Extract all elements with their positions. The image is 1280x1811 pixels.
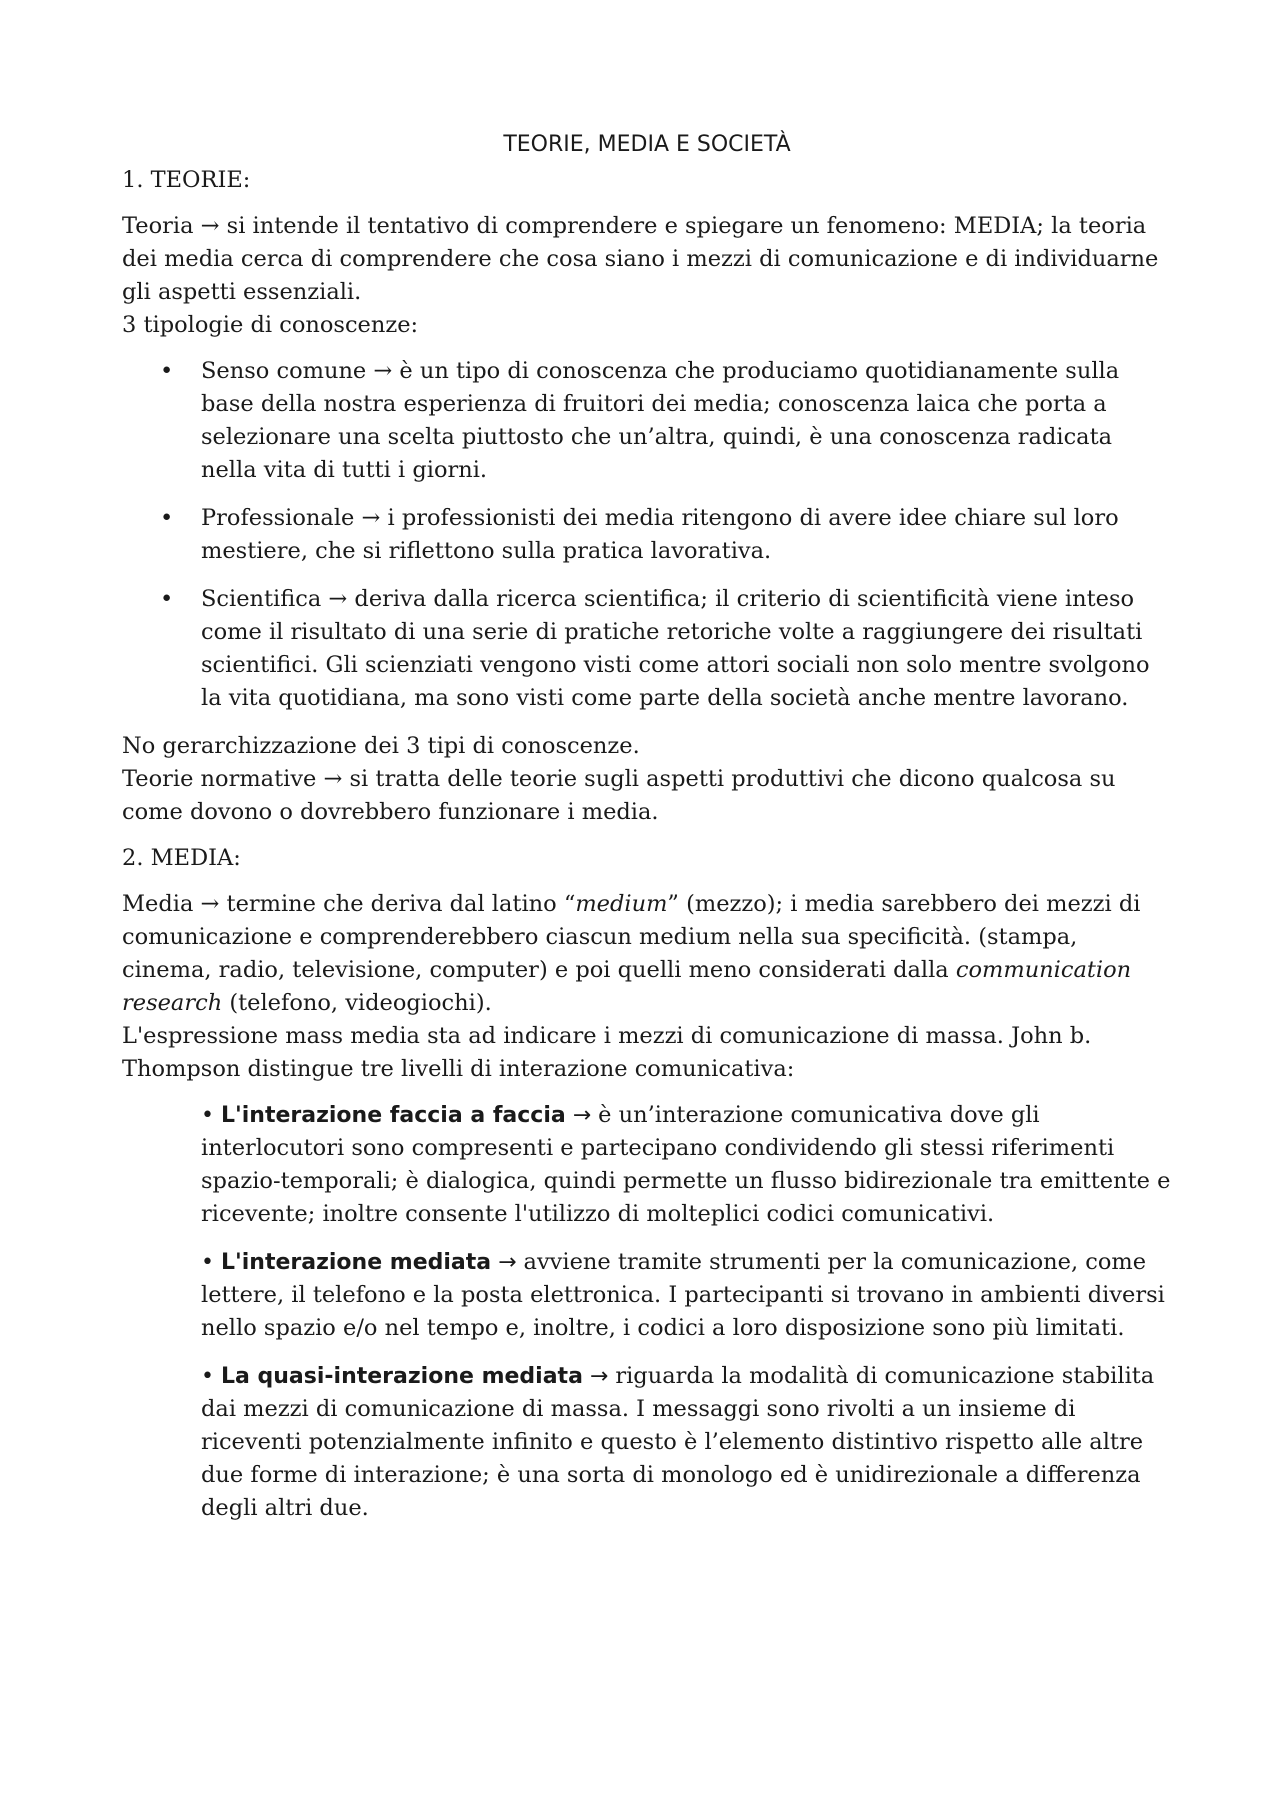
teorie-intro: Teoria → si intende il tentativo di comprendere e spiegare un fenomeno: MEDIA; la teoria dei media cerca di comprendere che cosa siano i mezzi di comunicazione e di individuarne gli aspetti essenziali. <box>122 213 1159 305</box>
section-heading-media: 2. MEDIA: <box>122 845 241 871</box>
media-intro-part2: ” (mezzo); i media sarebbero dei mezzi di comunicazione e comprenderebbero ciascun medium nella sua specificità. (stampa, cinema, radio, televisione, computer) e poi quelli meno considerati dalla <box>122 891 1141 983</box>
bullet-icon: • <box>160 586 174 612</box>
list-item <box>201 1360 1172 1525</box>
interaction-term: L'interazione faccia a faccia <box>220 1103 566 1128</box>
media-intro <box>122 888 1172 1020</box>
list-item <box>201 1246 1172 1345</box>
list-item <box>122 502 1172 568</box>
document-page <box>122 130 1172 1540</box>
document-title: TEORIE, MEDIA E SOCIETÀ <box>503 132 791 157</box>
medium-term: medium <box>575 891 668 917</box>
bullet-icon: • <box>160 358 174 384</box>
media-intro-part3: (telefono, videogiochi). <box>222 990 492 1016</box>
list-item <box>122 583 1172 715</box>
list-item-text: Professionale → i professionisti dei media ritengono di avere idee chiare sul loro mestiere, che si riflettono sulla pratica lavorativa. <box>201 505 1119 564</box>
conoscenze-list <box>122 355 1172 715</box>
communication-research-term: communication research <box>122 957 1132 1016</box>
teorie-normative-text: Teorie normative → si tratta delle teorie sugli aspetti produttivi che dicono qualcosa su come dovono o dovrebbero funzionare i media. <box>122 766 1116 825</box>
section-heading-teorie: 1. TEORIE: <box>122 167 251 193</box>
bullet-icon: • <box>160 505 174 531</box>
interaction-text: riguarda la modalità di comunicazione stabilita dai mezzi di comunicazione di massa. I messaggi sono rivolti a un insieme di riceventi potenzialmente infinito e questo è l’elemento distintivo rispetto alle altre due forme di interazione; è una sorta di monologo ed è unidirezionale a differenza degli altri due. <box>201 1363 1155 1521</box>
bullet-icon: • <box>201 1103 221 1128</box>
interaction-text: avviene tramite strumenti per la comunicazione, come lettere, il telefono e la posta elettronica. I partecipanti si trovano in ambienti diversi nello spazio e/o nel tempo e, inoltre, i codici a loro disposizione sono più limitati. <box>201 1249 1165 1341</box>
list-item-text: Scientifica → deriva dalla ricerca scientifica; il criterio di scientificità viene inteso come il risultato di una serie di pratiche retoriche volte a raggiungere dei risultati scientifici. Gli scienziati vengono visti come attori sociali non solo mentre svolgono la vita quotidiana, ma sono visti come parte della società anche mentre lavorano. <box>201 586 1150 711</box>
list-item-text: Senso comune → è un tipo di conoscenza che produciamo quotidianamente sulla base della nostra esperienza di fruitori dei media; conoscenza laica che porta a selezionare una scelta piuttosto che un’altra, quindi, è una conoscenza radicata nella vita di tutti i giorni. <box>201 358 1120 483</box>
bullet-icon: • <box>201 1364 221 1389</box>
interaction-term: La quasi-interazione mediata <box>220 1364 583 1389</box>
interaction-text: è un’interazione comunicativa dove gli interlocutori sono compresenti e partecipano condividendo gli stessi riferimenti spazio-temporali; è dialogica, quindi permette un flusso bidirezionale tra emittente e ricevente; inoltre consente l'utilizzo di molteplici codici comunicativi. <box>201 1102 1171 1227</box>
interaction-term: L'interazione mediata <box>220 1250 492 1275</box>
bullet-icon: • <box>201 1250 221 1275</box>
no-gerarchia-text: No gerarchizzazione dei 3 tipi di conoscenze. <box>122 733 640 759</box>
list-item <box>122 355 1172 487</box>
arrow-icon: → <box>565 1103 599 1128</box>
tipologie-label: 3 tipologie di conoscenze: <box>122 312 419 338</box>
arrow-icon: → <box>491 1250 524 1275</box>
list-item <box>201 1099 1172 1231</box>
mass-media-text: L'espressione mass media sta ad indicare i mezzi di comunicazione di massa. John b. Thompson distingue tre livelli di interazione comunicativa: <box>122 1023 1092 1082</box>
arrow-icon: → <box>582 1364 616 1389</box>
interactions-list <box>122 1099 1172 1525</box>
media-intro-part1: Media → termine che deriva dal latino “ <box>122 891 576 917</box>
